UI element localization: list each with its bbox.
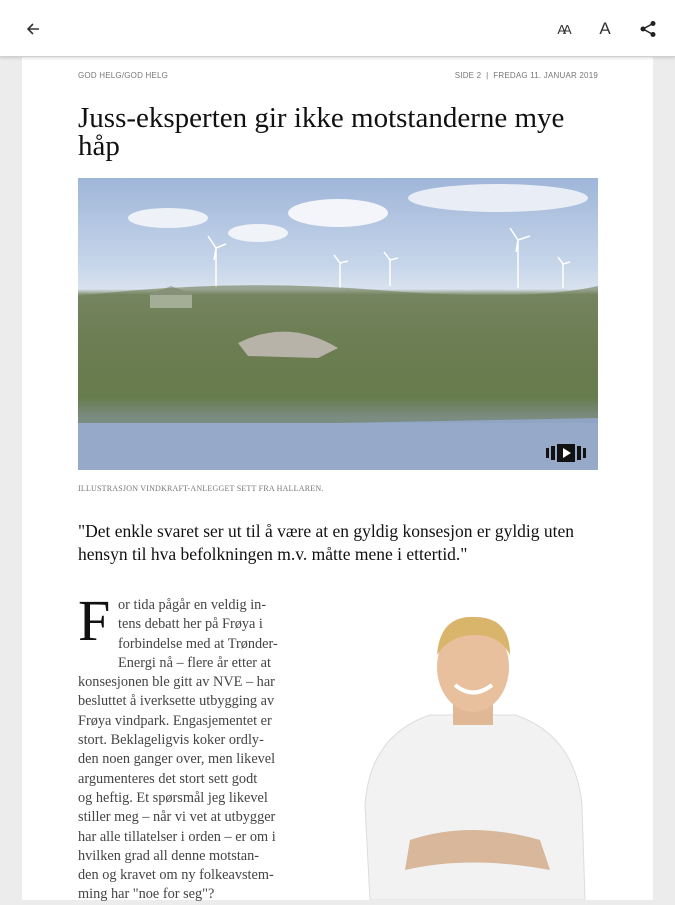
body-line: og heftig. Et spørsmål jeg likevel	[78, 789, 268, 806]
body-line: stort. Beklageligvis koker ordly-	[78, 732, 264, 749]
body-line: besluttet å iverksette utbygging av	[78, 693, 275, 710]
photo-caption: ILLUSTRASJON VINDKRAFT-ANLEGGET SETT FRA HALLAREN.	[78, 484, 324, 493]
top-app-bar	[0, 0, 675, 57]
body-line: Energi nå – flere år etter at	[118, 654, 271, 671]
share-icon	[639, 20, 657, 38]
text-larger-button[interactable]	[592, 16, 618, 42]
body-line: den noen ganger over, men likevel	[78, 751, 276, 768]
body-line: har alle tillatelser i orden – er om i	[78, 828, 276, 845]
body-line: konsesjonen ble gitt av NVE – har	[78, 674, 275, 691]
page-info: SIDE 2 | FREDAG 11. JANUAR 2019	[454, 71, 598, 80]
pull-quote: "Det enkle svaret ser ut til å være at en gyldig konsesjon er gyldig uten hensyn til hva befolkningen m.v. måtte mene i ettertid."	[78, 521, 575, 564]
article-body	[78, 588, 328, 905]
wind-farm-landscape	[78, 178, 598, 470]
share-button[interactable]	[636, 16, 660, 42]
body-line: Frøya vindpark. Engasjementet er	[78, 712, 272, 729]
play-video-icon[interactable]	[546, 444, 586, 462]
body-line: ming har "noe for seg"?	[78, 886, 215, 903]
body-line: or tida pågår en veldig in-	[118, 597, 267, 613]
body-line: argumenteres det stort sett godt	[78, 770, 258, 787]
text-smaller-button[interactable]	[550, 16, 576, 42]
body-line: den og kravet om ny folkeavstem-	[78, 867, 274, 884]
back-button[interactable]	[20, 16, 46, 42]
body-line: forbindelse med at Trønder-	[118, 635, 278, 652]
article-photo[interactable]	[78, 178, 598, 470]
arrow-left-icon	[25, 21, 41, 37]
body-line: stiller meg – når vi vet at utbygger	[78, 809, 276, 826]
body-line: tens debatt her på Frøya i	[118, 616, 263, 633]
body-line: hvilken grad all denne motstan-	[78, 847, 260, 864]
text-size-small-icon: AA	[557, 21, 569, 37]
article-title: Juss-eksperten gir ikke motstanderne mye håp	[78, 102, 565, 162]
drop-cap: F	[78, 588, 111, 653]
author-portrait	[350, 605, 595, 900]
section-label: GOD HELG/GOD HELG	[78, 71, 169, 80]
text-size-large-icon: A	[599, 19, 611, 38]
